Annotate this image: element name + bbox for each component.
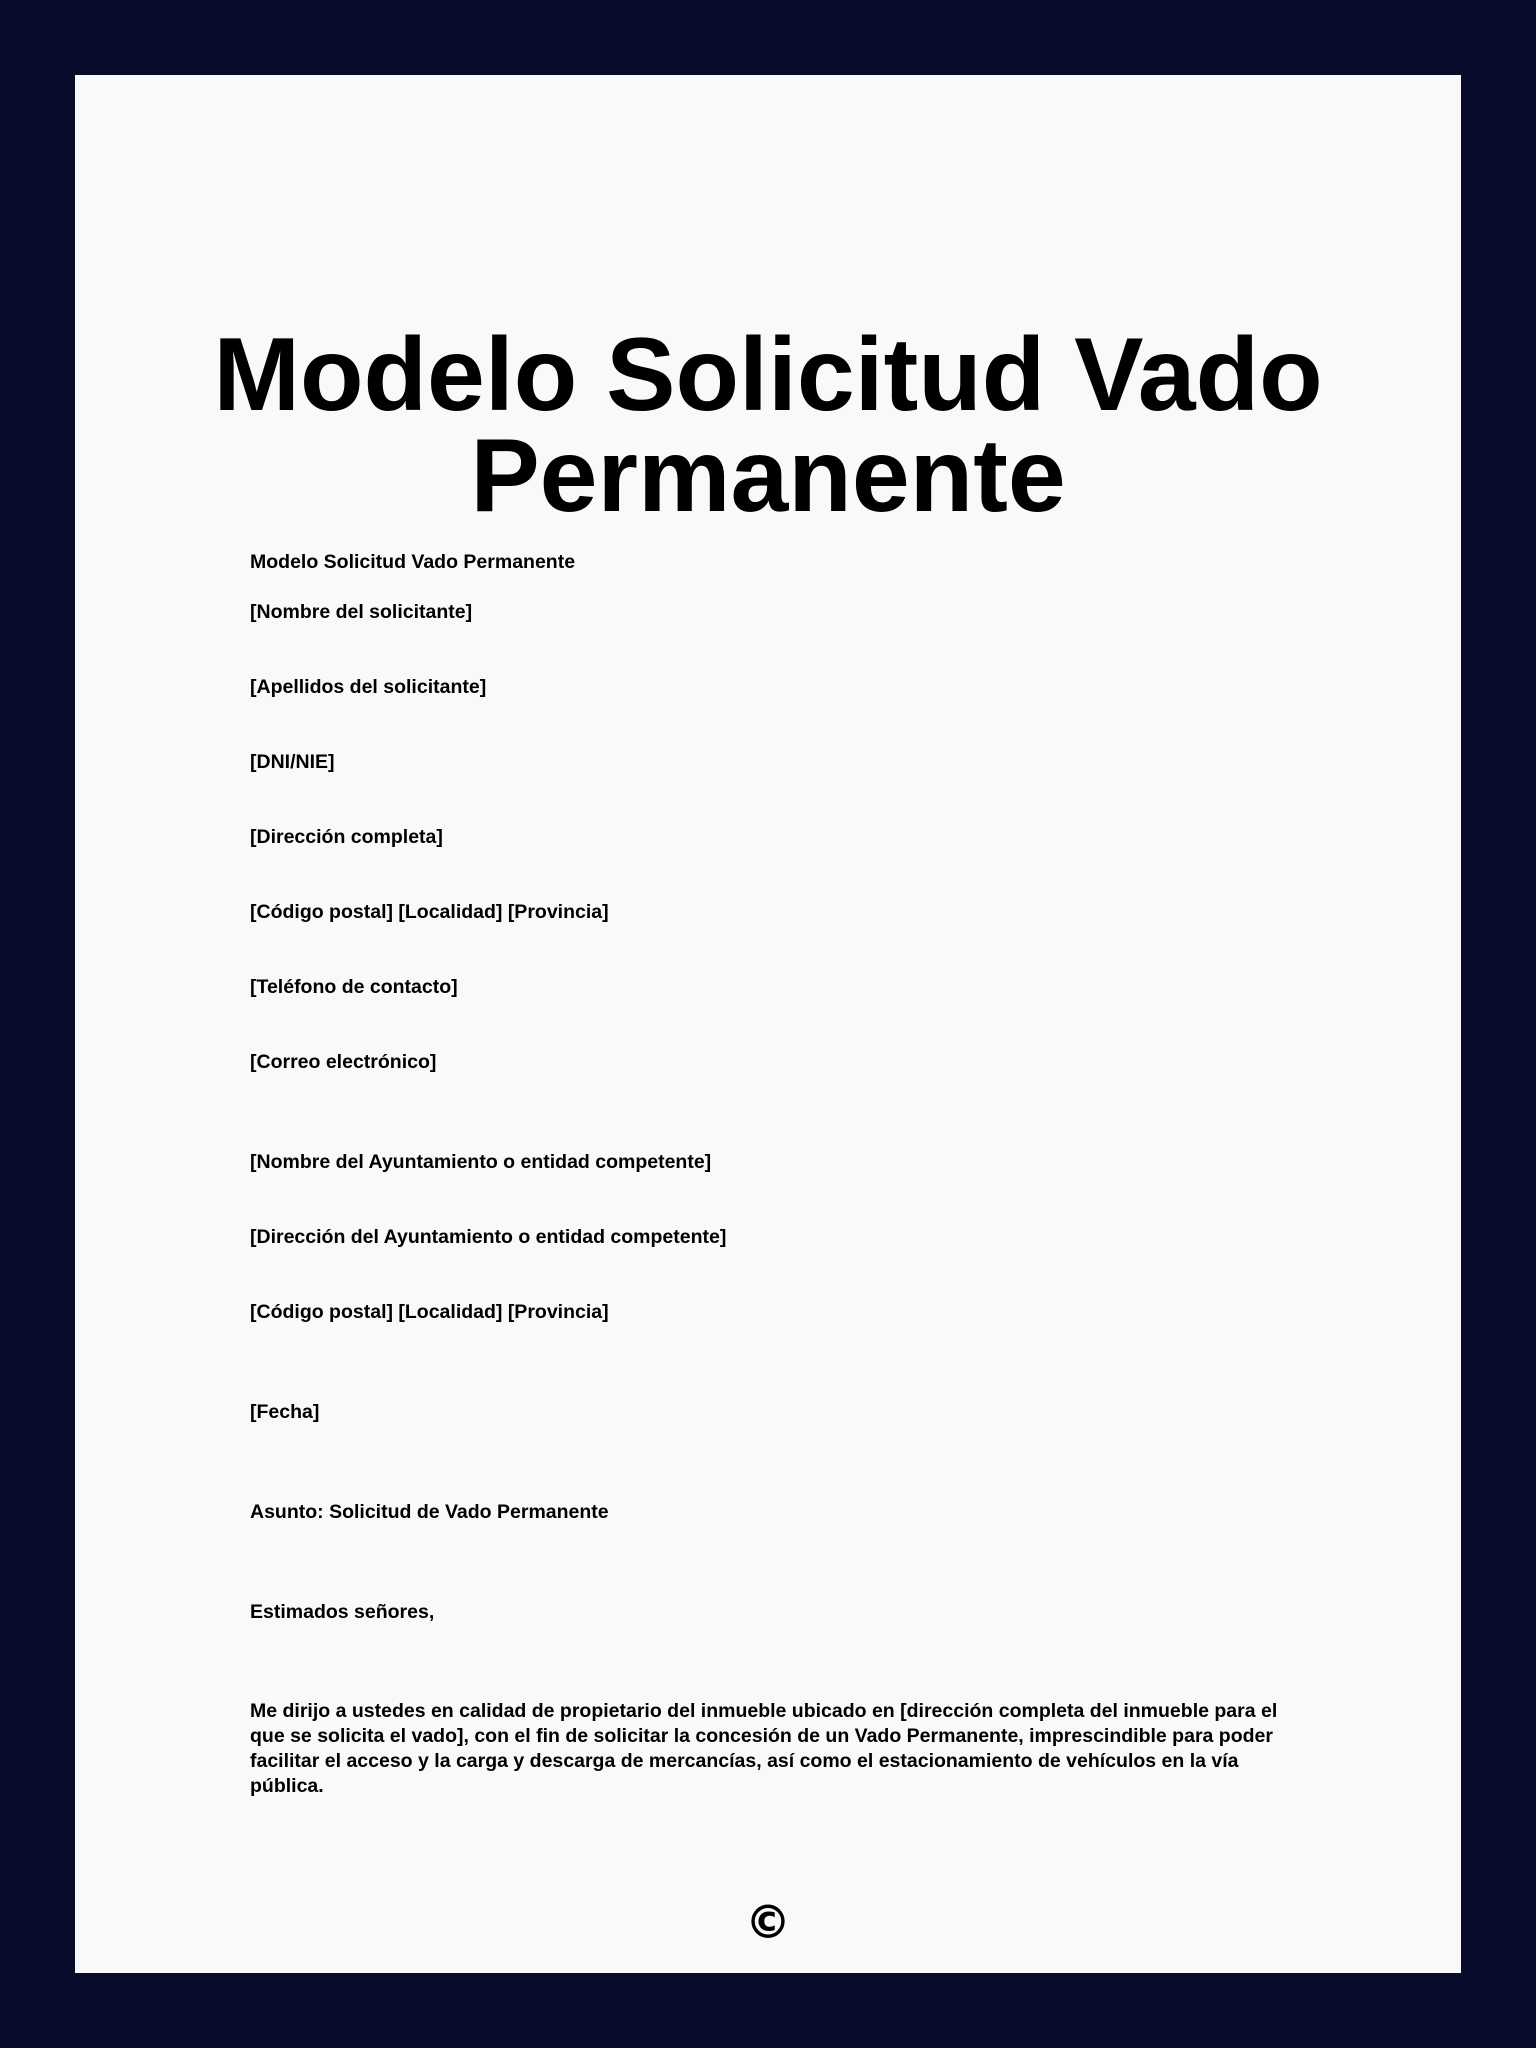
applicant-name: [Nombre del solicitante] [250, 601, 473, 623]
applicant-id: [DNI/NIE] [250, 751, 335, 773]
recipient-address: [Dirección del Ayuntamiento o entidad competente] [250, 1226, 727, 1248]
applicant-address: [Dirección completa] [250, 826, 443, 848]
applicant-surnames: [Apellidos del solicitante] [250, 676, 487, 698]
document-title: Modelo Solicitud Vado Permanente [213, 317, 1323, 534]
copyright-icon: © [745, 1895, 791, 1949]
applicant-email: [Correo electrónico] [250, 1051, 437, 1073]
document-date: [Fecha] [250, 1401, 320, 1423]
document-subject: Asunto: Solicitud de Vado Permanente [250, 1501, 609, 1523]
body-paragraph: Me dirijo a ustedes en calidad de propietario del inmueble ubicado en [dirección completa del inmueble para el que se solicita el vado], con el fin de solicitar la concesión de un Vado Permanente, imprescindible para poder facilitar el acceso y la carga y descarga de mercancías, así como el estacionamiento de vehículos en la vía pública. [250, 1700, 1278, 1797]
document-header-line: Modelo Solicitud Vado Permanente [250, 551, 576, 573]
applicant-phone: [Teléfono de contacto] [250, 976, 458, 998]
document-page [75, 75, 1461, 1973]
applicant-postal-locality: [Código postal] [Localidad] [Provincia] [250, 901, 609, 923]
recipient-postal-locality: [Código postal] [Localidad] [Provincia] [250, 1301, 609, 1323]
recipient-name: [Nombre del Ayuntamiento o entidad competente] [250, 1151, 712, 1173]
document-greeting: Estimados señores, [250, 1601, 435, 1623]
